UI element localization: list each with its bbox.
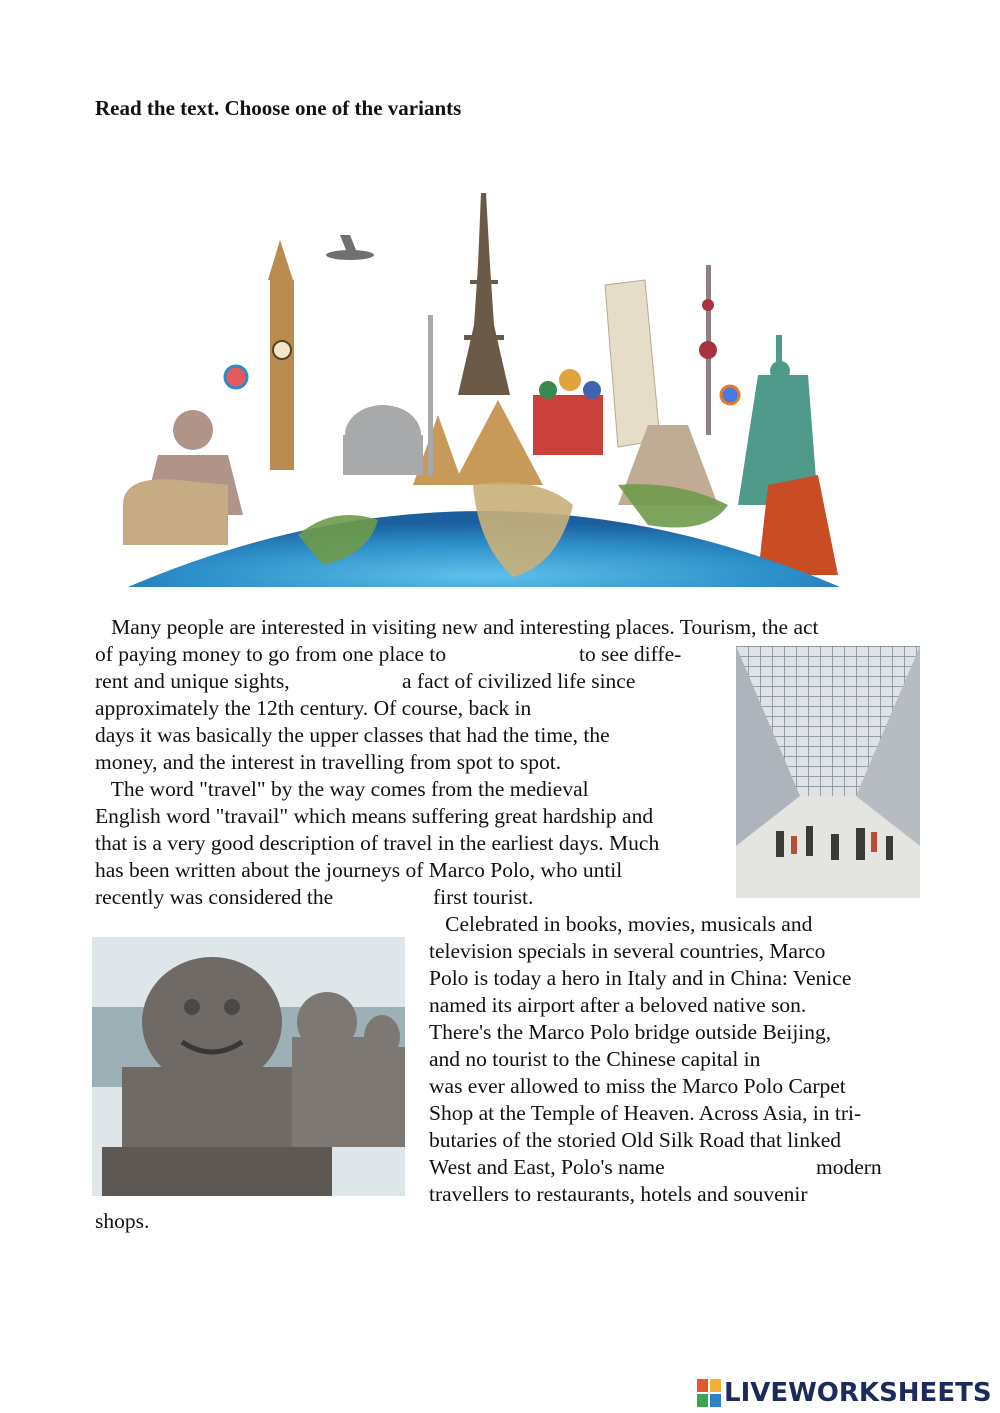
text-line: There's the Marco Polo bridge outside Beijing, bbox=[429, 1020, 832, 1044]
eiffel-tower-icon bbox=[458, 193, 510, 395]
text-line: Polo is today a hero in Italy and in China: Venice bbox=[429, 966, 852, 990]
text-line: butaries of the storied Old Silk Road that linked bbox=[429, 1128, 842, 1152]
answer-blank-1[interactable] bbox=[484, 645, 574, 665]
airport-terminal-photo bbox=[736, 646, 920, 898]
text-line: money, and the interest in travelling from spot to spot. bbox=[95, 750, 562, 774]
text-line: Shop at the Temple of Heaven. Across Asia, in tri- bbox=[429, 1101, 862, 1125]
tv-tower-icon bbox=[699, 265, 717, 435]
text-line: first tourist. bbox=[433, 885, 534, 909]
text-line: recently was considered the bbox=[95, 885, 334, 909]
logo-text-live: LIVE bbox=[724, 1378, 789, 1408]
text-line: to see diffe- bbox=[579, 642, 682, 666]
text-line: a fact of civilized life since bbox=[402, 669, 636, 693]
text-line: television specials in several countries, Marco bbox=[429, 939, 826, 963]
liveworksheets-logo-icon bbox=[697, 1379, 721, 1407]
kremlin-icon bbox=[533, 369, 603, 455]
text-line: named its airport after a beloved native son. bbox=[429, 993, 807, 1017]
text-line: of paying money to go from one place to bbox=[95, 642, 447, 666]
hot-air-balloon-icon bbox=[721, 386, 739, 404]
text-line: days it was basically the upper classes that had the time, the bbox=[95, 723, 610, 747]
text-line: Celebrated in books, movies, musicals and bbox=[429, 912, 813, 936]
text-line: rent and unique sights, bbox=[95, 669, 290, 693]
big-ben-icon bbox=[268, 240, 294, 470]
world-landmarks-illustration bbox=[118, 185, 848, 587]
text-line: travellers to restaurants, hotels and souvenir bbox=[429, 1182, 808, 1206]
mosque-icon bbox=[343, 315, 433, 475]
text-line: has been written about the journeys of Marco Polo, who until bbox=[95, 858, 623, 882]
red-rock-icon bbox=[758, 475, 838, 575]
text-line: modern bbox=[816, 1155, 882, 1179]
stone-lion-bridge-photo bbox=[92, 937, 405, 1196]
text-line: English word "travail" which means suffering great hardship and bbox=[95, 804, 654, 828]
text-line: that is a very good description of travel in the earliest days. Much bbox=[95, 831, 660, 855]
answer-blank-4[interactable] bbox=[360, 888, 428, 908]
answer-blank-6[interactable] bbox=[692, 1158, 810, 1178]
text-line: was ever allowed to miss the Marco Polo Carpet bbox=[429, 1074, 846, 1098]
colosseum-icon bbox=[123, 479, 228, 545]
text-line: West and East, Polo's name bbox=[429, 1155, 665, 1179]
text-line: The word "travel" by the way comes from the medieval bbox=[95, 777, 589, 801]
hot-air-balloon-icon bbox=[225, 366, 247, 388]
text-line: approximately the 12th century. Of course, back in bbox=[95, 696, 532, 720]
text-line: Many people are interested in visiting new and interesting places. Tourism, the act bbox=[95, 615, 819, 639]
pisa-tower-icon bbox=[605, 280, 660, 447]
airplane-icon bbox=[326, 235, 374, 260]
answer-blank-3[interactable] bbox=[578, 699, 718, 719]
answer-blank-2[interactable] bbox=[312, 672, 400, 692]
text-line: shops. bbox=[95, 1209, 150, 1233]
liveworksheets-logo bbox=[697, 1376, 992, 1410]
text-line: and no tourist to the Chinese capital in bbox=[429, 1047, 761, 1071]
answer-blank-5[interactable] bbox=[796, 1050, 896, 1070]
worksheet-heading: Read the text. Choose one of the variants bbox=[95, 96, 462, 120]
logo-text-worksheets: WORKSHEETS bbox=[788, 1378, 992, 1408]
